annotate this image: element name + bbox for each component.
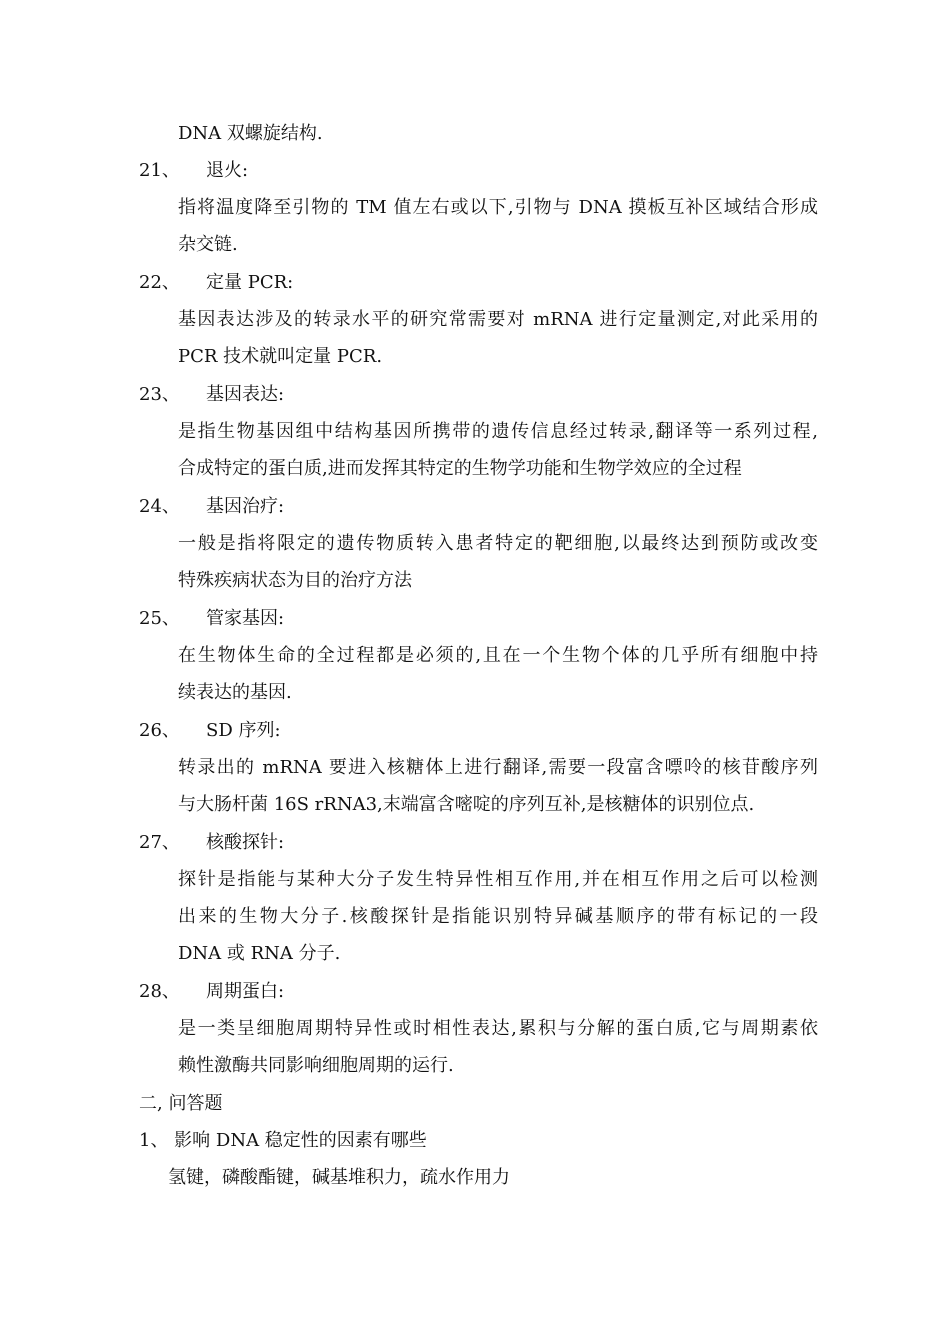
entry-number-24: 24、 [139,496,180,517]
entry-term-22: 定量 PCR: [206,272,294,293]
entry-term-26: SD 序列: [206,720,281,741]
entry-term-23: 基因表达: [206,384,285,405]
entry-number-23: 23、 [139,384,180,405]
entry-definition-26-line-2: 与大肠杆菌 16S rRNA3,末端富含嘧啶的序列互补,是核糖体的识别位点. [178,794,755,815]
entry-number-27: 27、 [139,832,180,853]
entry-definition-27-line-2: 出来的生物大分子.核酸探针是指能识别特异碱基顺序的带有标记的一段 [178,906,818,927]
question-text: 1、 影响 DNA 稳定性的因素有哪些 [139,1130,427,1151]
entry-term-27: 核酸探针: [206,832,285,853]
entry-term-21: 退火: [206,160,249,181]
entry-number-28: 28、 [139,981,180,1002]
entry-definition-25-line-1: 在生物体生命的全过程都是必须的,且在一个生物个体的几乎所有细胞中持 [178,645,818,666]
entry-definition-21-line-2: 杂交链. [178,234,238,255]
entry-definition-27-line-1: 探针是指能与某种大分子发生特异性相互作用,并在相互作用之后可以检测 [178,869,818,890]
entry-number-25: 25、 [139,608,180,629]
entry-definition-22-line-2: PCR 技术就叫定量 PCR. [178,346,383,367]
entry-number-22: 22、 [139,272,180,293]
entry-definition-24-line-1: 一般是指将限定的遗传物质转入患者特定的靶细胞,以最终达到预防或改变 [178,533,818,554]
entry-definition-23-line-1: 是指生物基因组中结构基因所携带的遗传信息经过转录,翻译等一系列过程, [178,421,818,442]
entry-definition-27-line-3: DNA 或 RNA 分子. [178,943,341,964]
entry-definition-26-line-1: 转录出的 mRNA 要进入核糖体上进行翻译,需要一段富含嘌呤的核苷酸序列 [178,757,818,778]
entry-term-24: 基因治疗: [206,496,285,517]
entry-number-21: 21、 [139,160,180,181]
entry-definition-23-line-2: 合成特定的蛋白质,进而发挥其特定的生物学功能和生物学效应的全过程 [178,458,742,479]
entry-definition-24-line-2: 特殊疾病状态为目的治疗方法 [178,570,412,591]
section-title: 二, 问答题 [139,1093,223,1114]
answer-text: 氢键，磷酸酯键，碱基堆积力，疏水作用力 [168,1167,510,1188]
entry-definition-22-line-1: 基因表达涉及的转录水平的研究常需要对 mRNA 进行定量测定,对此采用的 [178,309,818,330]
entry-definition-25-line-2: 续表达的基因. [178,682,292,703]
entry-term-28: 周期蛋白: [206,981,285,1002]
entry-definition-28-line-2: 赖性激酶共同影响细胞周期的运行. [178,1055,454,1076]
continued-definition: DNA 双螺旋结构. [178,123,323,144]
entry-definition-28-line-1: 是一类呈细胞周期特异性或时相性表达,累积与分解的蛋白质,它与周期素依 [178,1018,818,1039]
entry-number-26: 26、 [139,720,180,741]
entry-definition-21-line-1: 指将温度降至引物的 TM 值左右或以下,引物与 DNA 摸板互补区域结合形成 [178,197,818,218]
entry-term-25: 管家基因: [206,608,285,629]
